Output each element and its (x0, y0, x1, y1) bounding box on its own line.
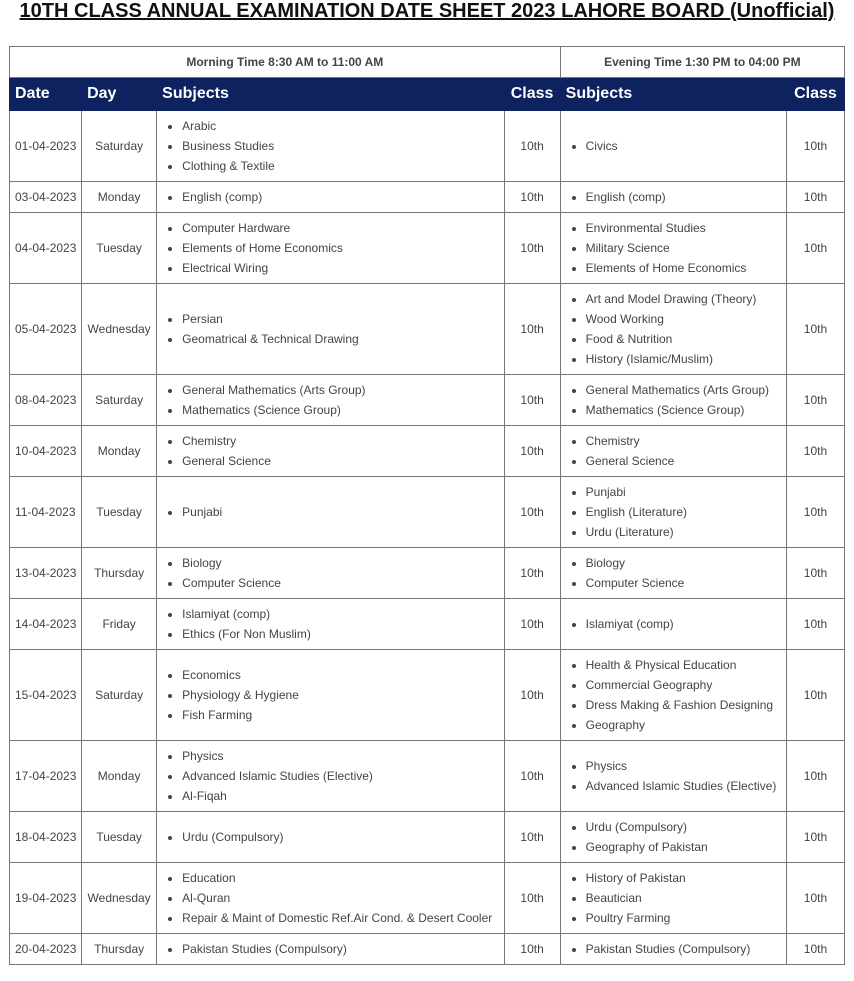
subject-item: • History of Pakistan (586, 868, 786, 888)
table-row (10, 934, 845, 965)
subject-item: • Repair & Maint of Domestic Ref.Air Cond. & Desert Cooler (182, 908, 503, 928)
subject-list (157, 665, 503, 725)
evening-session-header: Evening Time 1:30 PM to 04:00 PM (560, 47, 844, 78)
evening-class-cell: 10th (786, 934, 844, 965)
subject-item: • Persian (182, 309, 503, 329)
table-row (10, 650, 845, 741)
subject-item: • Punjabi (182, 502, 503, 522)
day-cell: Tuesday (82, 812, 157, 863)
day-cell: Saturday (82, 375, 157, 426)
morning-class-cell: 10th (504, 284, 560, 375)
date-cell: 05-04-2023 (10, 284, 82, 375)
subject-list (561, 289, 786, 369)
evening-class-cell: 10th (786, 182, 844, 213)
subject-item: • English (comp) (182, 187, 503, 207)
subject-list (561, 655, 786, 735)
subject-list (157, 502, 503, 522)
subject-item: • Advanced Islamic Studies (Elective) (586, 776, 786, 796)
table-row (10, 375, 845, 426)
morning-subjects-cell (157, 548, 504, 599)
subject-item: • Arabic (182, 116, 503, 136)
evening-subjects-cell (560, 213, 786, 284)
subject-item: • History (Islamic/Muslim) (586, 349, 786, 369)
morning-class-cell: 10th (504, 548, 560, 599)
date-cell: 14-04-2023 (10, 599, 82, 650)
subject-item: • English (Literature) (586, 502, 786, 522)
subject-item: • Fish Farming (182, 705, 503, 725)
subject-list (157, 746, 503, 806)
subject-item: • Physics (586, 756, 786, 776)
evening-class-cell: 10th (786, 548, 844, 599)
subject-item: • Health & Physical Education (586, 655, 786, 675)
subject-item: • General Mathematics (Arts Group) (586, 380, 786, 400)
subject-item: • Urdu (Compulsory) (586, 817, 786, 837)
morning-subjects-cell (157, 812, 504, 863)
evening-class-cell: 10th (786, 741, 844, 812)
evening-class-cell: 10th (786, 426, 844, 477)
subject-item: • Dress Making & Fashion Designing (586, 695, 786, 715)
morning-class-cell: 10th (504, 111, 560, 182)
date-cell: 04-04-2023 (10, 213, 82, 284)
subject-list (157, 380, 503, 420)
evening-subjects-cell (560, 375, 786, 426)
date-cell: 11-04-2023 (10, 477, 82, 548)
subject-item: • Physiology & Hygiene (182, 685, 503, 705)
subject-item: • Art and Model Drawing (Theory) (586, 289, 786, 309)
subject-list (157, 309, 503, 349)
evening-class-cell: 10th (786, 284, 844, 375)
morning-subjects-cell (157, 426, 504, 477)
table-row (10, 599, 845, 650)
subject-item: • Computer Hardware (182, 218, 503, 238)
date-cell: 19-04-2023 (10, 863, 82, 934)
evening-class-cell: 10th (786, 477, 844, 548)
morning-class-cell: 10th (504, 213, 560, 284)
day-cell: Thursday (82, 548, 157, 599)
morning-class-cell: 10th (504, 182, 560, 213)
morning-class-cell: 10th (504, 426, 560, 477)
subject-item: • Environmental Studies (586, 218, 786, 238)
subject-item: • Elements of Home Economics (586, 258, 786, 278)
subject-item: • Civics (586, 136, 786, 156)
subject-item: • Beautician (586, 888, 786, 908)
subject-item: • Education (182, 868, 503, 888)
subject-item: • Pakistan Studies (Compulsory) (182, 939, 503, 959)
date-cell: 13-04-2023 (10, 548, 82, 599)
subject-list (561, 756, 786, 796)
morning-class-cell: 10th (504, 812, 560, 863)
date-column-header: Date (10, 78, 82, 111)
subject-item: • Computer Science (586, 573, 786, 593)
subject-item: • Clothing & Textile (182, 156, 503, 176)
day-cell: Monday (82, 741, 157, 812)
morning-class-cell: 10th (504, 650, 560, 741)
date-cell: 18-04-2023 (10, 812, 82, 863)
subject-item: • English (comp) (586, 187, 786, 207)
evening-class-cell: 10th (786, 213, 844, 284)
subject-item: • Urdu (Literature) (586, 522, 786, 542)
subject-item: • Biology (586, 553, 786, 573)
subject-item: • Economics (182, 665, 503, 685)
evening-class-cell: 10th (786, 375, 844, 426)
evening-subjects-cell (560, 477, 786, 548)
day-cell: Thursday (82, 934, 157, 965)
subject-item: • Physics (182, 746, 503, 766)
subject-item: • Chemistry (586, 431, 786, 451)
table-row (10, 477, 845, 548)
subject-list (561, 482, 786, 542)
morning-class-header: Class (504, 78, 560, 111)
subject-list (561, 187, 786, 207)
subject-item: • General Mathematics (Arts Group) (182, 380, 503, 400)
morning-class-cell: 10th (504, 863, 560, 934)
subject-item: • Food & Nutrition (586, 329, 786, 349)
date-cell: 15-04-2023 (10, 650, 82, 741)
subject-item: • Islamiyat (comp) (586, 614, 786, 634)
subject-list (561, 939, 786, 959)
subject-item: • Poultry Farming (586, 908, 786, 928)
day-cell: Friday (82, 599, 157, 650)
table-row (10, 741, 845, 812)
day-cell: Monday (82, 426, 157, 477)
subject-list (561, 614, 786, 634)
evening-subjects-cell (560, 426, 786, 477)
evening-class-cell: 10th (786, 650, 844, 741)
morning-class-cell: 10th (504, 934, 560, 965)
morning-class-cell: 10th (504, 375, 560, 426)
subject-list (561, 553, 786, 593)
subject-item: • Chemistry (182, 431, 503, 451)
subject-list (157, 827, 503, 847)
subject-item: • Military Science (586, 238, 786, 258)
subject-item: • Wood Working (586, 309, 786, 329)
subject-list (561, 136, 786, 156)
day-cell: Tuesday (82, 213, 157, 284)
morning-subjects-cell (157, 863, 504, 934)
date-cell: 08-04-2023 (10, 375, 82, 426)
subject-list (561, 218, 786, 278)
subject-item: • Urdu (Compulsory) (182, 827, 503, 847)
subject-list (157, 939, 503, 959)
evening-class-cell: 10th (786, 111, 844, 182)
day-cell: Tuesday (82, 477, 157, 548)
subject-item: • Mathematics (Science Group) (586, 400, 786, 420)
evening-subjects-cell (560, 741, 786, 812)
evening-subjects-cell (560, 548, 786, 599)
subject-item: • Biology (182, 553, 503, 573)
morning-subjects-cell (157, 477, 504, 548)
day-cell: Saturday (82, 650, 157, 741)
subject-item: • Mathematics (Science Group) (182, 400, 503, 420)
subject-list (157, 553, 503, 593)
subject-item: • Ethics (For Non Muslim) (182, 624, 503, 644)
subject-item: • Elements of Home Economics (182, 238, 503, 258)
subject-list (157, 431, 503, 471)
table-row (10, 863, 845, 934)
evening-subjects-cell (560, 934, 786, 965)
subject-list (157, 187, 503, 207)
evening-subjects-cell (560, 284, 786, 375)
subject-item: • Geomatrical & Technical Drawing (182, 329, 503, 349)
morning-subjects-cell (157, 182, 504, 213)
evening-subjects-cell (560, 812, 786, 863)
date-cell: 10-04-2023 (10, 426, 82, 477)
table-row (10, 213, 845, 284)
subject-item: • General Science (586, 451, 786, 471)
morning-subjects-cell (157, 650, 504, 741)
subject-item: • Computer Science (182, 573, 503, 593)
evening-class-cell: 10th (786, 863, 844, 934)
subject-list (561, 817, 786, 857)
subject-list (157, 218, 503, 278)
subject-item: • Advanced Islamic Studies (Elective) (182, 766, 503, 786)
day-cell: Monday (82, 182, 157, 213)
date-cell: 17-04-2023 (10, 741, 82, 812)
day-cell: Saturday (82, 111, 157, 182)
day-column-header: Day (82, 78, 157, 111)
evening-class-header: Class (786, 78, 844, 111)
evening-subjects-header: Subjects (560, 78, 786, 111)
morning-subjects-cell (157, 284, 504, 375)
table-row (10, 111, 845, 182)
subject-list (561, 868, 786, 928)
subject-item: • Islamiyat (comp) (182, 604, 503, 624)
evening-subjects-cell (560, 182, 786, 213)
subject-item: • Al-Quran (182, 888, 503, 908)
morning-class-cell: 10th (504, 477, 560, 548)
day-cell: Wednesday (82, 284, 157, 375)
evening-subjects-cell (560, 650, 786, 741)
evening-class-cell: 10th (786, 599, 844, 650)
morning-subjects-cell (157, 375, 504, 426)
evening-class-cell: 10th (786, 812, 844, 863)
morning-subjects-cell (157, 934, 504, 965)
table-row (10, 426, 845, 477)
subject-item: • Pakistan Studies (Compulsory) (586, 939, 786, 959)
table-row (10, 548, 845, 599)
subject-item: • General Science (182, 451, 503, 471)
subject-list (157, 116, 503, 176)
morning-subjects-cell (157, 111, 504, 182)
morning-subjects-header: Subjects (157, 78, 504, 111)
subject-item: • Al-Fiqah (182, 786, 503, 806)
day-cell: Wednesday (82, 863, 157, 934)
date-cell: 01-04-2023 (10, 111, 82, 182)
date-cell: 03-04-2023 (10, 182, 82, 213)
subject-list (157, 868, 503, 928)
subject-list (157, 604, 503, 644)
page-title: 10TH CLASS ANNUAL EXAMINATION DATE SHEET 2023 LAHORE BOARD (Unofficial) (19, 0, 835, 22)
table-row (10, 284, 845, 375)
subject-item: • Commercial Geography (586, 675, 786, 695)
date-sheet-table (9, 46, 845, 965)
evening-subjects-cell (560, 599, 786, 650)
subject-list (561, 380, 786, 420)
morning-class-cell: 10th (504, 599, 560, 650)
evening-subjects-cell (560, 111, 786, 182)
subject-item: • Business Studies (182, 136, 503, 156)
table-row (10, 812, 845, 863)
morning-class-cell: 10th (504, 741, 560, 812)
subject-item: • Electrical Wiring (182, 258, 503, 278)
subject-item: • Geography (586, 715, 786, 735)
morning-session-header: Morning Time 8:30 AM to 11:00 AM (10, 47, 561, 78)
subject-item: • Punjabi (586, 482, 786, 502)
date-cell: 20-04-2023 (10, 934, 82, 965)
morning-subjects-cell (157, 599, 504, 650)
evening-subjects-cell (560, 863, 786, 934)
morning-subjects-cell (157, 741, 504, 812)
morning-subjects-cell (157, 213, 504, 284)
subject-item: • Geography of Pakistan (586, 837, 786, 857)
table-row (10, 182, 845, 213)
subject-list (561, 431, 786, 471)
